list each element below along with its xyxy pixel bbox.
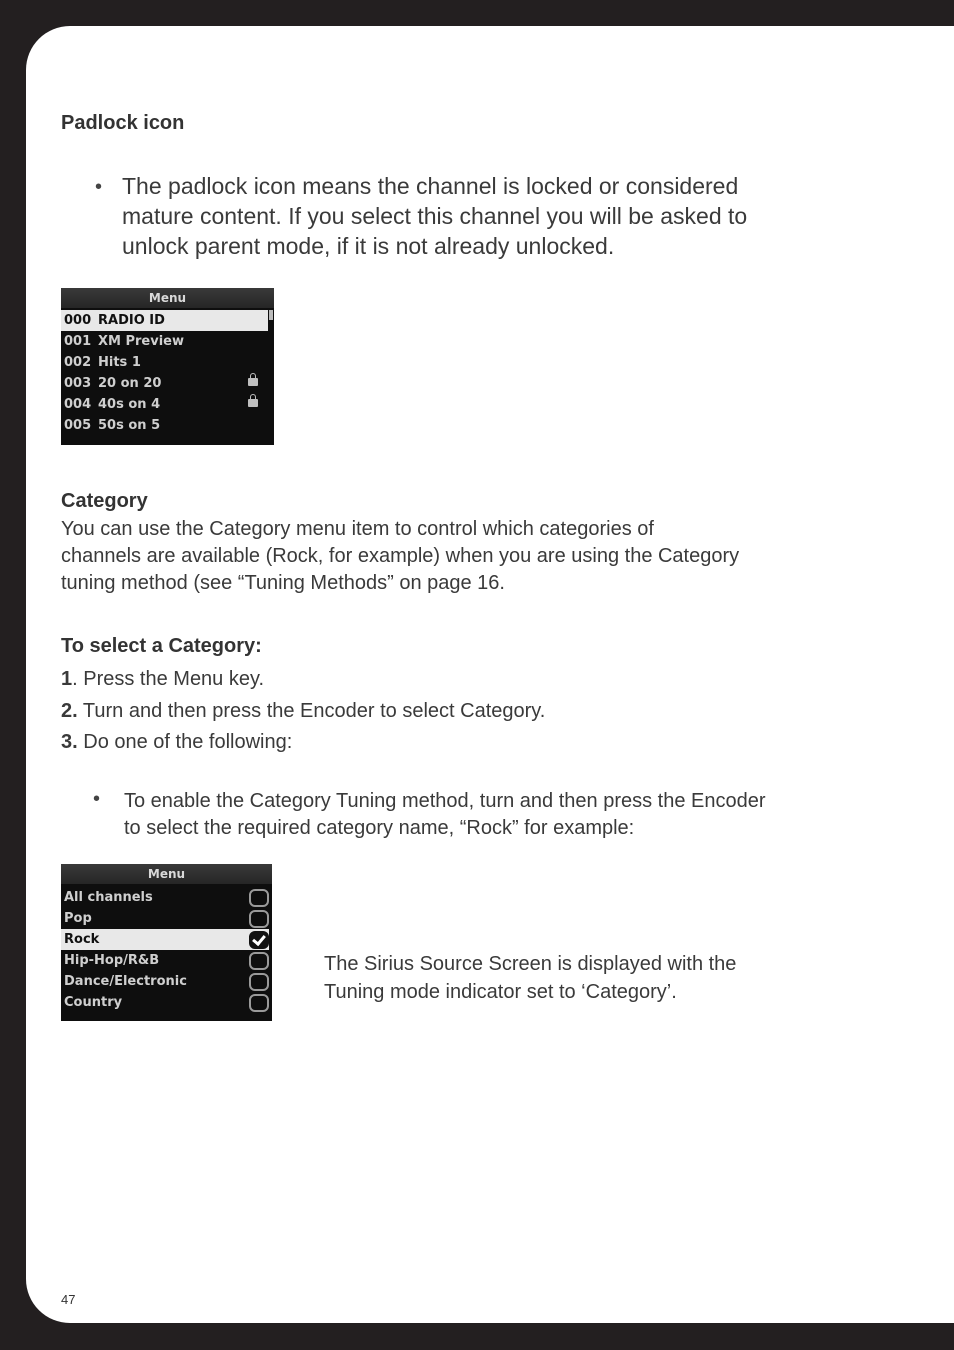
caption-line: The Sirius Source Screen is displayed with the <box>324 953 737 975</box>
category-line: tuning method (see “Tuning Methods” on page 16. <box>61 572 505 594</box>
page-number: 47 <box>61 1292 76 1307</box>
channel-name: 50s on 5 <box>98 418 161 433</box>
channel-row <box>61 310 268 331</box>
step-text: Do one of the following: <box>77 731 293 753</box>
select-bullet <box>124 788 766 842</box>
channel-row <box>61 373 268 394</box>
checkbox-icon <box>249 910 269 928</box>
caption-line: Tuning mode indicator set to ‘Category’. <box>324 981 677 1003</box>
screen-title: Menu <box>61 288 274 308</box>
category-line: You can use the Category menu item to control which categories of <box>61 518 654 540</box>
padlock-line: unlock parent mode, if it is not already unlocked. <box>122 233 615 259</box>
category-name: Rock <box>64 932 100 947</box>
select-category-heading: To select a Category: <box>61 635 262 657</box>
channel-number: 004 <box>64 397 92 412</box>
channel-number: 002 <box>64 355 92 370</box>
channel-row <box>61 331 268 352</box>
category-name: Pop <box>64 911 92 926</box>
category-name: All channels <box>64 890 153 905</box>
padlock-heading: Padlock icon <box>61 112 185 134</box>
padlock-bullet <box>122 171 747 261</box>
category-name: Country <box>64 995 123 1010</box>
menu-screen-channels <box>61 288 274 445</box>
padlock-line: The padlock icon means the channel is locked or considered <box>122 173 739 199</box>
caption <box>324 950 736 1006</box>
channel-number: 005 <box>64 418 92 433</box>
padlock-line: mature content. If you select this channel you will be asked to <box>122 203 748 229</box>
checkmark-icon <box>249 931 269 949</box>
category-name: Dance/Electronic <box>64 974 187 989</box>
step-number: 2. <box>61 700 78 722</box>
checkbox-icon <box>249 994 269 1012</box>
channel-number: 000 <box>64 313 92 328</box>
channel-name: 20 on 20 <box>98 376 162 391</box>
channel-number: 001 <box>64 334 92 349</box>
bullet-dot: • <box>93 788 101 810</box>
step-item <box>61 729 292 756</box>
checkbox-icon <box>249 889 269 907</box>
step-item <box>61 666 264 693</box>
category-paragraph <box>61 516 739 597</box>
channel-name: 40s on 4 <box>98 397 161 412</box>
category-line: channels are available (Rock, for example) when you are using the Category <box>61 545 740 567</box>
step-text: Turn and then press the Encoder to select Category. <box>77 700 546 722</box>
step-number: 3. <box>61 731 78 753</box>
select-bullet-line: to select the required category name, “Rock” for example: <box>124 817 635 839</box>
channel-row <box>61 352 268 373</box>
checkbox-icon <box>249 952 269 970</box>
step-text: . Press the Menu key. <box>72 668 265 690</box>
checkbox-icon <box>249 973 269 991</box>
channel-row <box>61 415 268 436</box>
step-item <box>61 698 545 725</box>
category-name: Hip-Hop/R&B <box>64 953 160 968</box>
channel-row <box>61 394 268 415</box>
menu-screen-categories <box>61 864 272 1021</box>
document-page <box>26 26 954 1323</box>
category-row <box>61 908 269 929</box>
category-row <box>61 992 269 1013</box>
channel-number: 003 <box>64 376 92 391</box>
select-bullet-line: To enable the Category Tuning method, turn and then press the Encoder <box>124 790 766 812</box>
category-row <box>61 950 269 971</box>
bullet-dot: • <box>95 176 103 198</box>
scrollbar-indicator <box>269 310 273 320</box>
category-row <box>61 887 269 908</box>
padlock-icon <box>248 378 258 386</box>
channel-name: RADIO ID <box>98 313 165 328</box>
screen-title: Menu <box>61 864 272 884</box>
channel-name: Hits 1 <box>98 355 141 370</box>
step-number: 1 <box>61 668 73 690</box>
channel-name: XM Preview <box>98 334 184 349</box>
category-row <box>61 929 269 950</box>
category-row <box>61 971 269 992</box>
padlock-icon <box>248 399 258 407</box>
category-heading: Category <box>61 490 148 512</box>
